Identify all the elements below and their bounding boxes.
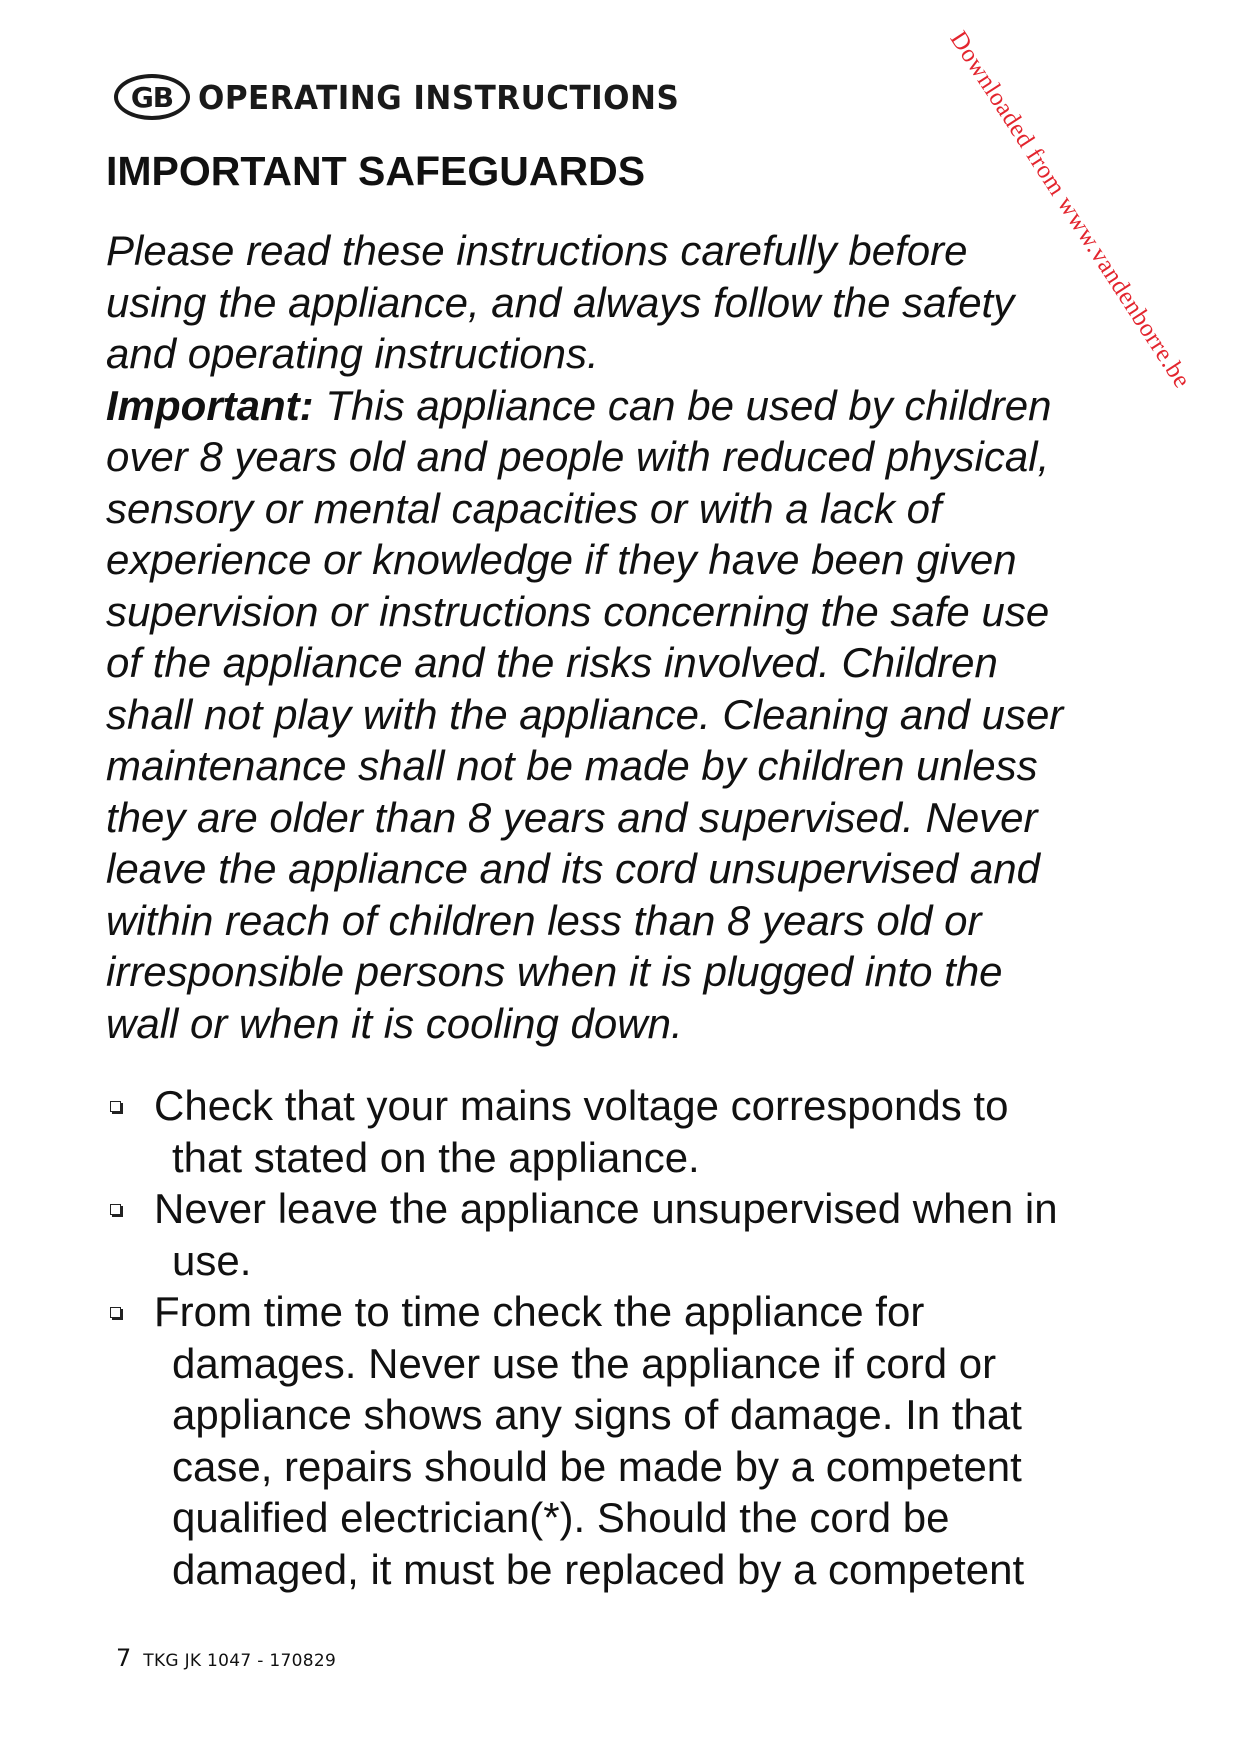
list-item-line: qualified electrician(*). Should the cord be bbox=[172, 1494, 950, 1541]
list-item-line: Never leave the appliance unsupervised when in bbox=[154, 1185, 1058, 1232]
intro-line: and operating instructions. bbox=[106, 330, 599, 377]
gb-language-badge: GB bbox=[114, 74, 190, 120]
important-first-line bbox=[106, 380, 1186, 432]
list-item bbox=[106, 1080, 1186, 1183]
list-item-line: appliance shows any signs of damage. In that bbox=[172, 1391, 1022, 1438]
list-item-line: case, repairs should be made by a competent bbox=[172, 1442, 1022, 1490]
important-label: Important: bbox=[106, 381, 314, 429]
checkbox-bullet-icon bbox=[110, 1307, 121, 1318]
important-line: shall not play with the appliance. Cleaning and user bbox=[106, 690, 1064, 738]
important-line: sensory or mental capacities or with a lack of bbox=[106, 484, 942, 532]
intro-line: using the appliance, and always follow the safety bbox=[106, 278, 1015, 326]
list-item bbox=[106, 1183, 1186, 1286]
important-line: leave the appliance and its cord unsupervised and bbox=[106, 845, 1040, 892]
important-text: This appliance can be used by children bbox=[313, 381, 1052, 429]
intro-paragraph bbox=[106, 225, 1186, 1049]
important-paragraph bbox=[106, 380, 1186, 1050]
read-instructions-paragraph bbox=[106, 225, 1186, 380]
important-line: wall or when it is cooling down. bbox=[106, 999, 683, 1047]
important-line: within reach of children less than 8 years old or bbox=[106, 896, 982, 944]
download-watermark: Downloaded from www.vandenborre.be bbox=[944, 26, 1196, 393]
document-header bbox=[114, 72, 710, 122]
important-line: they are older than 8 years and supervised. Never bbox=[106, 793, 1038, 841]
important-line: supervision or instructions concerning the safe use bbox=[106, 587, 1050, 635]
page-footer bbox=[116, 1644, 336, 1672]
intro-line: Please read these instructions carefully before bbox=[106, 227, 968, 274]
list-item-line: From time to time check the appliance for bbox=[154, 1288, 925, 1335]
list-item-line: that stated on the appliance. bbox=[172, 1133, 700, 1181]
important-line: experience or knowledge if they have been given bbox=[106, 536, 1017, 583]
list-item bbox=[106, 1286, 1186, 1595]
list-item-line: damages. Never use the appliance if cord or bbox=[172, 1339, 997, 1387]
list-item-line: damaged, it must be replaced by a competent bbox=[172, 1545, 1025, 1593]
list-item-line: use. bbox=[172, 1236, 252, 1284]
safeguard-list bbox=[106, 1080, 1186, 1595]
checkbox-bullet-icon bbox=[110, 1204, 121, 1215]
page-number: 7 bbox=[116, 1644, 132, 1672]
important-line: maintenance shall not be made by children unless bbox=[106, 742, 1038, 789]
checkbox-bullet-icon bbox=[110, 1101, 121, 1112]
list-item-line: Check that your mains voltage corresponds to bbox=[154, 1082, 1009, 1129]
section-title: IMPORTANT SAFEGUARDS bbox=[106, 148, 646, 194]
important-line: of the appliance and the risks involved. Children bbox=[106, 639, 998, 686]
document-code: TKG JK 1047 - 170829 bbox=[143, 1651, 337, 1671]
important-line: irresponsible persons when it is plugged into the bbox=[106, 948, 1003, 995]
important-line: over 8 years old and people with reduced physical, bbox=[106, 433, 1050, 480]
header-title: OPERATING INSTRUCTIONS bbox=[198, 77, 680, 117]
